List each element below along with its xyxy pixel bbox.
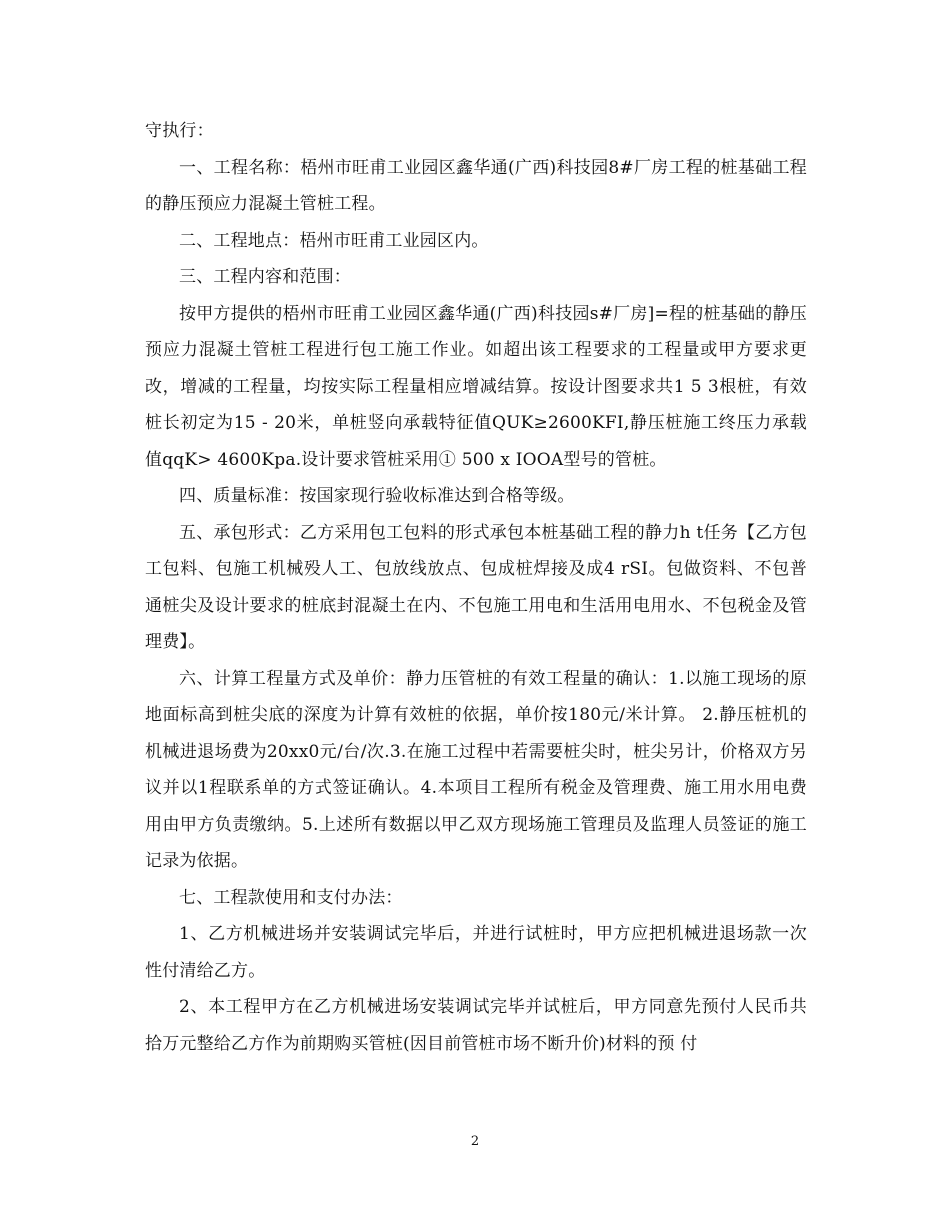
paragraph-continuation: 守执行： [145, 121, 214, 141]
paragraph-payment-item-2: 2、本工程甲方在乙方机械进场安装调试完毕并试桩后，甲方同意先预付人民币共 拾万元整给乙方作为前期购买管桩(因目前管桩市场不断升价)材料的预 付 [145, 997, 807, 1054]
paragraph-quality-standard: 四、质量标准：按国家现行验收标准达到合格等级。 [179, 486, 575, 506]
paragraph-scope-detail: 按甲方提供的梧州市旺甫工业园区鑫华通(广西)科技园s#厂房]=程的桩基础的静压预应力混凝土管桩工程进行包工施工作业。如超出该工程要求的工程量或甲方要求更改，增减的工程量，均按实际工程量相应增减结算。按设计图要求共1 5 3根桩，有效桩长初定为15 - 20米，单桩竖向承载特征值QUK≥2600KFI,静压桩施工终压力承载值qqK> 4600Kpa.设计要求管桩采用① 500 x IOOA型号的管桩。 [145, 303, 807, 470]
paragraph-contract-form: 五、承包形式：乙方采用包工包料的形式承包本桩基础工程的静力h t任务【乙方包工包料、包施工机械殁人工、包放线放点、包成桩焊接及成4 rSI。包做资料、不包普通桩尖及设计要求的桩底封混凝土在内、不包施工用电和生活用电用水、不包税金及管理费】。 [145, 522, 807, 652]
paragraph-scope-heading: 三、工程内容和范围： [179, 267, 351, 287]
paragraph-payment-heading: 七、工程款使用和支付办法： [179, 887, 403, 908]
paragraph-payment-item-1: 1、乙方机械进场并安装调试完毕后，并进行试桩时，甲方应把机械进退场款一次性付清给乙方。 [145, 924, 807, 981]
paragraph-quantity-and-price: 六、计算工程量方式及单价：静力压管桩的有效工程量的确认：1.以施工现场的原地面标高到桩尖底的深度为计算有效桩的依据，单价按180元/米计算。 2.静压桩机的机械进退场费为20xx0元/台/次.3.在施工过程中若需要桩尖时，桩尖另计，价格双方另议并以1程联系单的方式签证确认。4.本项目工程所有税金及管理费、施工用水用电费用由甲方负责缴纳。5.上述所有数据以甲乙双方现场施工管理员及监理人员签证的施工记录为依据。 [145, 668, 807, 871]
page-number: 2 [470, 1134, 480, 1149]
paragraph-project-name: 一、工程名称：梧州市旺甫工业园区鑫华通(广西)科技园8#厂房工程的桩基础工程的静压预应力混凝土管桩工程。 [145, 157, 807, 214]
document-body [145, 113, 807, 1062]
paragraph-project-location: 二、工程地点：梧州市旺甫工业园区内。 [179, 230, 489, 251]
